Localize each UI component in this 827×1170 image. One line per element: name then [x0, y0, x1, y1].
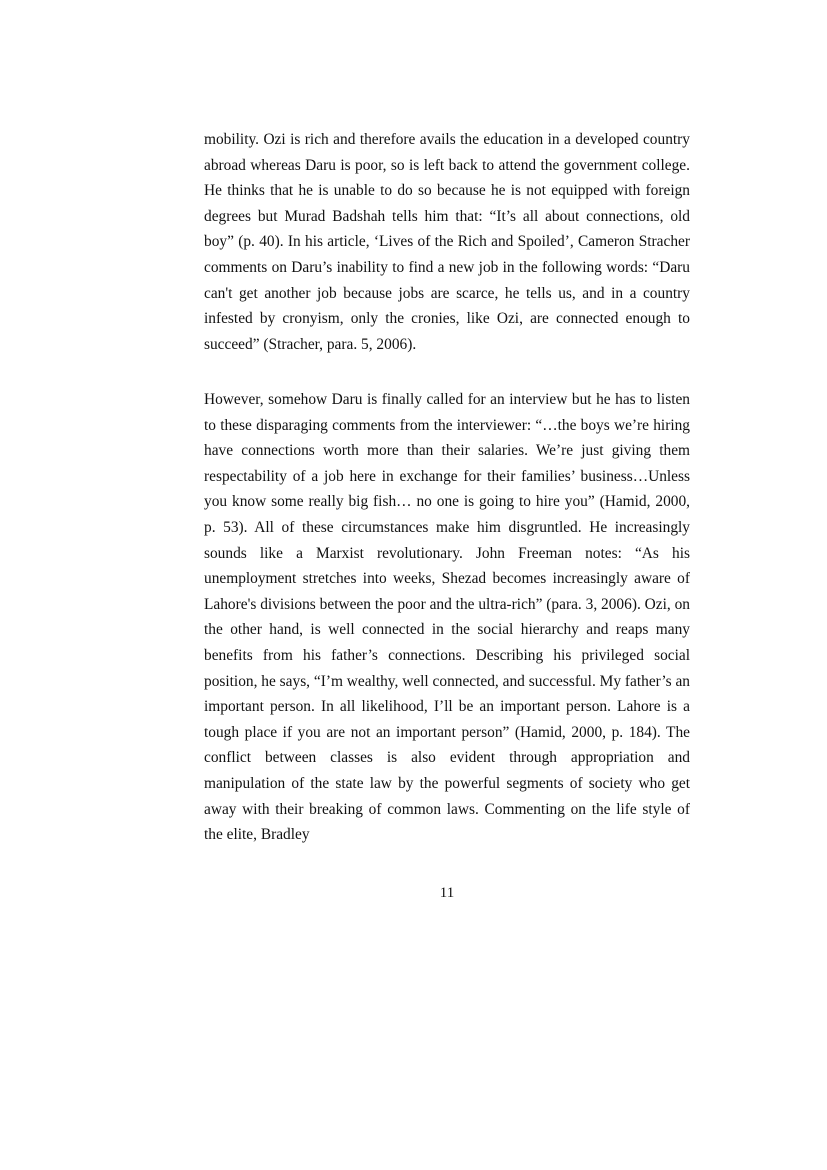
paragraph-2 [204, 387, 690, 848]
paragraph-1-text: mobility. Ozi is rich and therefore avails the education in a developed country abroad whereas Daru is poor, so is left back to attend the government college. He thinks that he is unable to do so because he is not equipped with foreign degrees but Murad Badshah tells him that: “It’s all about connections, old boy” (p. 40). In his article, ‘Lives of the Rich and Spoiled’, Cameron Stracher comments on Daru’s inability to find a new job in the following words: “Daru can't get another job because jobs are scarce, he tells us, and in a country infested by cronyism, only the cronies, like Ozi, are connected enough to succeed” (Stracher, para. 5, 2006). [204, 131, 690, 353]
page-number: 11 [439, 885, 455, 901]
paragraph-2-text: However, somehow Daru is finally called for an interview but he has to listen to these disparaging comments from the interviewer: “…the boys we’re hiring have connections worth more than their salaries. We’re just giving them respectability of a job here in exchange for their families’ business…Unless you know some really big fish… no one is going to hire you” (Hamid, 2000, p. 53). All of these circumstances make him disgruntled. He increasingly sounds like a Marxist revolutionary. John Freeman notes: “As his unemployment stretches into weeks, Shezad becomes increasingly aware of Lahore's divisions between the poor and the ultra-rich” (para. 3, 2006). Ozi, on the other hand, is well connected in the social hierarchy and reaps many benefits from his father’s connections. Describing his privileged social position, he says, “I’m wealthy, well connected, and successful. My father’s an important person. In all likelihood, I’ll be an important person. Lahore is a tough place if you are not an important person” (Hamid, 2000, p. 184). The conflict between classes is also evident through appropriation and manipulation of the state law by the powerful segments of society who get away with their breaking of common laws. Commenting on the life style of the elite, Bradley [204, 391, 690, 844]
paragraph-1 [204, 127, 690, 357]
